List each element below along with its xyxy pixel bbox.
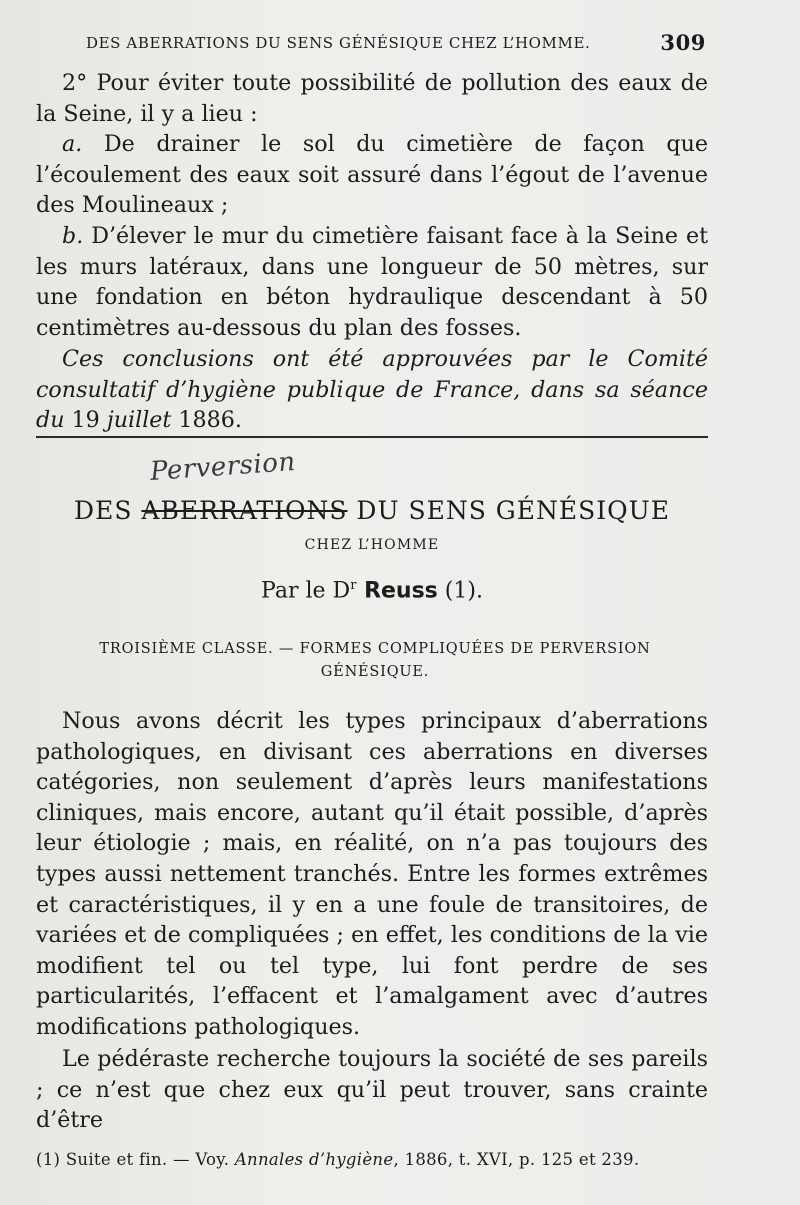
item-b-label: b. — [62, 222, 84, 249]
author-footnote-ref: (1). — [437, 578, 483, 604]
body-paragraph-2: Le pédéraste recherche toujours la société de ses pareils ; ce n’est que chez eux qu’il peut trouver, sans crainte d’être — [36, 1046, 708, 1134]
conclusion-paragraph — [36, 344, 708, 436]
intro-paragraph: 2° Pour éviter toute possibilité de pollution des eaux de la Seine, il y a lieu : — [36, 70, 708, 127]
item-a-paragraph — [36, 129, 708, 221]
running-head — [86, 30, 706, 55]
top-text-block — [36, 68, 708, 343]
title-suffix: DU SENS GÉNÉSIQUE — [347, 496, 670, 525]
handwritten-annotation: Perversion — [149, 446, 297, 488]
title-struck-word: ABERRATIONS — [141, 496, 348, 525]
author-line — [36, 578, 708, 603]
author-prefix: Par le D — [261, 578, 351, 604]
footnote — [36, 1150, 708, 1169]
section-heading: TROISIÈME CLASSE. — FORMES COMPLIQUÉES DE PERVERSION GÉNÉSIQUE. — [99, 641, 651, 680]
author-name: Reuss — [356, 578, 438, 604]
footnote-prefix: (1) Suite et fin. — Voy. — [36, 1150, 235, 1169]
footnote-journal: Annales d’hygiène — [234, 1150, 394, 1169]
conclusion-year: 1886. — [178, 407, 242, 434]
title-prefix: DES — [74, 496, 142, 525]
body-paragraph-1: Nous avons décrit les types principaux d’aberrations pathologiques, en divisant ces aberrations en diverses catégories, non seulement d’après leurs manifestations cliniques, mais encore, autant qu’il était possible, d’après leur étiologie ; mais, en réalité, on n’a pas toujours des types aussi nettement tranchés. Entre les formes extrêmes et caractéristiques, il y en a une foule de transitoires, de variées et de compliquées ; en effet, les conditions de la vie modifient tel ou tel type, lui font perdre de ses particularités, l’effacent et l’amalgament avec d’autres modifications pathologiques. — [36, 708, 708, 1040]
article-body — [36, 706, 708, 1043]
author-title-sup: r — [350, 578, 357, 593]
footnote-suffix: , 1886, t. XVI, p. 125 et 239. — [393, 1150, 640, 1169]
conclusion-text: Ces conclusions ont été approuvées par le Comité consultatif d’hygiène publique de France, dans sa séance du — [36, 346, 708, 434]
conclusion-day: 19 — [71, 407, 100, 434]
section-divider — [36, 436, 708, 438]
item-b-paragraph — [36, 221, 708, 343]
page-number: 309 — [660, 30, 706, 55]
item-a-label: a. — [62, 131, 83, 158]
running-head-title: DES ABERRATIONS DU SENS GÉNÉSIQUE CHEZ L’HOMME. — [86, 34, 591, 52]
article-subtitle: CHEZ L’HOMME — [304, 537, 440, 553]
item-b-text: D’élever le mur du cimetière faisant face à la Seine et les murs latéraux, dans une longueur de 50 mètres, sur une fondation en béton hydraulique descendant à 50 centimètres au-dessous du plan des fosses. — [36, 222, 708, 341]
article-body-continued — [36, 1044, 708, 1136]
article-title — [36, 496, 708, 525]
conclusion-month: juillet — [99, 407, 179, 434]
item-a-text: De drainer le sol du cimetière de façon que l’écoulement des eaux soit assuré dans l’égout de l’avenue des Moulineaux ; — [36, 131, 708, 219]
